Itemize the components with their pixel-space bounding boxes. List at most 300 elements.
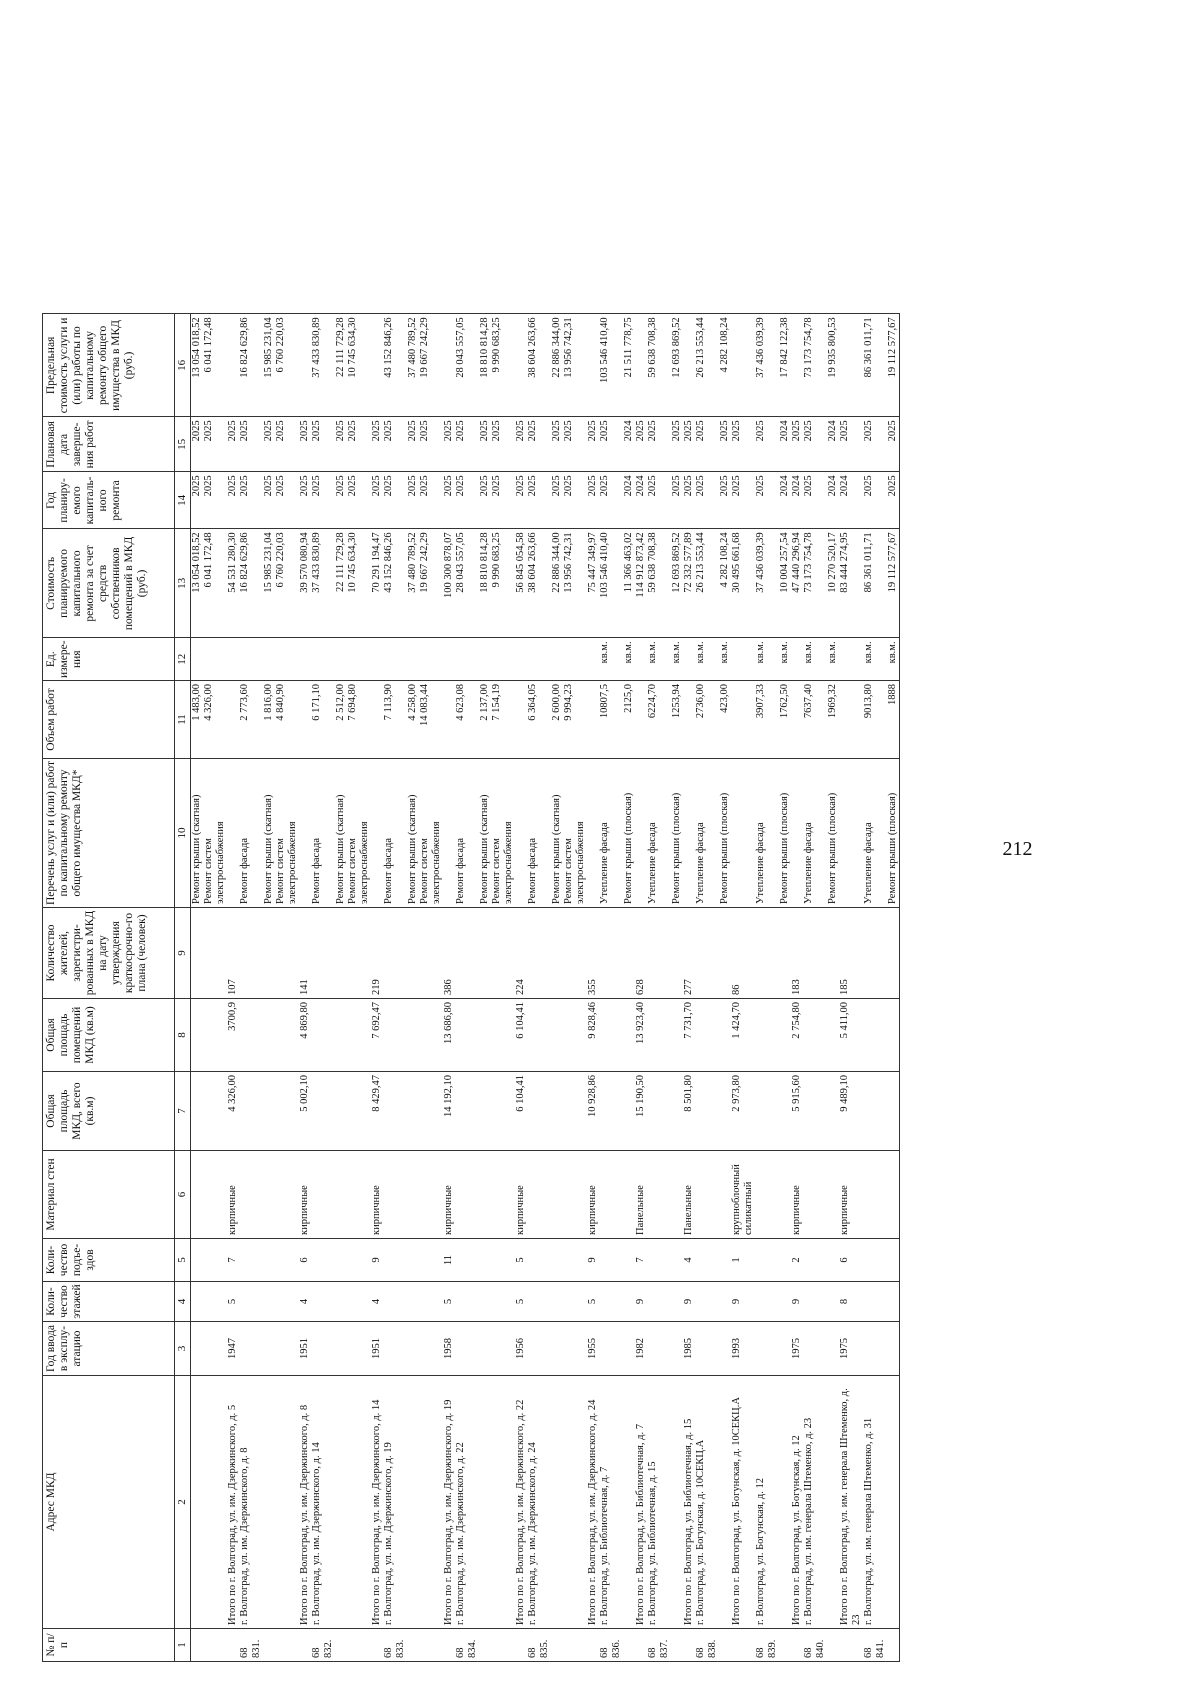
table-cell-col5 [695,1239,719,1282]
table-cell-col12: кв.м. [719,638,731,681]
table-cell-col14: 2025 [599,472,623,529]
table-cell-col9: 355 [587,908,599,999]
table-cell-col2 [419,1376,443,1629]
table-cell-col1 [419,1629,443,1662]
table-cell-col5 [407,1239,419,1282]
table-cell-col16: 18 810 814,28 [479,314,491,417]
table-cell-col16: 6 760 220,03 [275,314,299,417]
table-cell-col6 [203,1151,227,1239]
table-cell-col14: 2025 [371,472,383,529]
table-cell-col16: 103 546 410,40 [599,314,623,417]
table-cell-col3: 1951 [371,1322,383,1376]
table-cell-col5 [527,1239,551,1282]
table-cell-col1 [791,1629,803,1662]
table-cell-col6 [275,1151,299,1239]
table-cell-col13: 114 912 873,42 [635,529,647,638]
table-cell-col7: 6 104,41 [515,1072,527,1151]
table-cell-col13: 37 480 789,52 [407,529,419,638]
table-cell-col3 [719,1322,731,1376]
table-cell-col16: 17 842 122,38 [779,314,791,417]
table-cell-col1 [839,1629,863,1662]
table-cell-col4 [803,1282,827,1322]
table-cell-col8 [407,999,419,1072]
table-cell-col13: 39 570 080,94 [299,529,311,638]
table-cell-col14: 2025 [335,472,347,529]
table-cell-col5: 6 [839,1239,863,1282]
table-cell-col14: 2025 [491,472,515,529]
table-cell-col15: 2025 [563,417,587,472]
table-cell-col9 [803,908,827,999]
table-cell-col12 [407,638,419,681]
table-cell-col2 [335,1376,347,1629]
table-cell-col2 [191,1376,204,1629]
table-cell-col16: 37 433 830,89 [311,314,335,417]
table-cell-col7: 9 489,10 [839,1072,863,1151]
table-cell-col2: г. Волгоград, ул. им. Дзержинского, д. 22 [455,1376,479,1629]
table-cell-col15: 2025 [455,417,479,472]
table-cell-col1 [779,1629,791,1662]
table-cell-col6 [671,1151,683,1239]
table-cell-col2 [479,1376,491,1629]
table-cell-col9: 628 [635,908,647,999]
table-cell-col3: 1958 [443,1322,455,1376]
table-cell-col13: 4 282 108,24 [719,529,731,638]
table-cell-col7 [491,1072,515,1151]
table-cell-col5 [491,1239,515,1282]
table-cell-col7 [383,1072,407,1151]
table-cell-col3 [491,1322,515,1376]
table-cell-col15: 2025 [203,417,227,472]
table-cell-col16: 16 824 629,86 [239,314,263,417]
table-cell-col14: 2025 [671,472,683,529]
table-cell-col3: 1975 [791,1322,803,1376]
table-cell-col5: 6 [299,1239,311,1282]
table-row [827,314,839,1662]
table-cell-col7 [419,1072,443,1151]
table-cell-col5 [383,1239,407,1282]
table-cell-col1 [479,1629,491,1662]
table-cell-col15: 2025 [311,417,335,472]
table-cell-col16: 37 436 039,39 [755,314,779,417]
table-cell-col14: 2025 [479,472,491,529]
table-cell-col2 [719,1376,731,1629]
table-row [275,314,299,1662]
total-row [791,314,803,1662]
table-cell-col11 [791,681,803,759]
table-cell-col12: кв.м. [887,638,900,681]
table-cell-col3 [623,1322,635,1376]
table-cell-col6 [263,1151,275,1239]
table-cell-col11: 6224,70 [647,681,671,759]
table-cell-col9: 141 [299,908,311,999]
table-cell-col2: Итого по г. Волгоград, ул. им. Дзержинского, д. 5 [227,1376,239,1629]
table-cell-col10 [683,759,695,908]
table-cell-col9: 224 [515,908,527,999]
table-cell-col16: 19 667 242,29 [419,314,443,417]
table-cell-col15: 2025 [731,417,755,472]
header-cell: Плановая дата заверше-ния работ [43,417,175,472]
table-cell-col14: 2025 [515,472,527,529]
table-cell-col3: 1975 [839,1322,863,1376]
table-cell-col16: 26 213 553,44 [695,314,719,417]
table-cell-col15: 2025 [479,417,491,472]
table-cell-col3 [335,1322,347,1376]
table-cell-col11: 6 171,10 [311,681,335,759]
table-cell-col1: 68 841. [863,1629,887,1662]
table-cell-col16 [515,314,527,417]
table-cell-col10: Ремонт крыши (скатная) [551,759,563,908]
table-cell-col10: Ремонт систем электроснабжения [347,759,371,908]
table-cell-col13: 19 112 577,67 [887,529,900,638]
table-cell-col5: 2 [791,1239,803,1282]
table-cell-col4 [623,1282,635,1322]
table-cell-col3 [755,1322,779,1376]
column-number: 3 [175,1322,191,1376]
table-cell-col9 [275,908,299,999]
table-cell-col3 [527,1322,551,1376]
table-cell-col1: 68 839. [755,1629,779,1662]
table-cell-col15: 2025 [803,417,827,472]
total-row [299,314,311,1662]
table-cell-col8: 9 828,46 [587,999,599,1072]
table-cell-col3 [263,1322,275,1376]
table-cell-col10: Ремонт крыши (скатная) [263,759,275,908]
table-cell-col7 [455,1072,479,1151]
table-cell-col4: 9 [683,1282,695,1322]
table-cell-col1 [191,1629,204,1662]
table-cell-col16 [635,314,647,417]
table-cell-col11: 10807,5 [599,681,623,759]
table-cell-col13: 38 604 263,66 [527,529,551,638]
table-cell-col7: 4 326,00 [227,1072,239,1151]
table-cell-col8: 7 692,47 [371,999,383,1072]
table-cell-col12 [479,638,491,681]
table-cell-col3 [563,1322,587,1376]
table-cell-col8 [491,999,515,1072]
table-cell-col9 [263,908,275,999]
table-cell-col14: 2025 [647,472,671,529]
table-cell-col16: 9 990 683,25 [491,314,515,417]
table-cell-col1 [203,1629,227,1662]
table-cell-col16: 37 480 789,52 [407,314,419,417]
table-row [887,314,900,1662]
table-row [623,314,635,1662]
table-cell-col11: 7 113,90 [383,681,407,759]
table-cell-col6 [863,1151,887,1239]
table-cell-col16: 28 043 557,05 [455,314,479,417]
table-cell-col8 [203,999,227,1072]
table-cell-col9 [347,908,371,999]
table-cell-col6 [563,1151,587,1239]
table-cell-col9: 107 [227,908,239,999]
table-cell-col14: 2025 [587,472,599,529]
table-cell-col3 [551,1322,563,1376]
table-cell-col7: 8 429,47 [371,1072,383,1151]
table-cell-col12 [263,638,275,681]
table-cell-col1 [563,1629,587,1662]
table-cell-col6 [551,1151,563,1239]
table-cell-col12 [791,638,803,681]
header-cell: Предельная стоимость услуги и (или) работы по капитальному ремонту общего имущества в МКД (руб.) [43,314,175,417]
table-cell-col9: 86 [731,908,755,999]
table-cell-col10: Утепление фасада [695,759,719,908]
table-cell-col10: Ремонт систем электроснабжения [275,759,299,908]
header-cell: Общая площадь помещений МКД (кв.м) [43,999,175,1072]
table-cell-col14: 2024 [779,472,791,529]
table-cell-col2 [671,1376,683,1629]
table-cell-col8 [191,999,204,1072]
table-cell-col14: 2025 [563,472,587,529]
table-cell-col2: Итого по г. Волгоград, ул. им. генерала Штеменко, д. 23 [839,1376,863,1629]
header-cell: Коли-чество этажей [43,1282,175,1322]
table-cell-col11: 6 364,05 [527,681,551,759]
table-cell-col5: 11 [443,1239,455,1282]
table-cell-col12 [491,638,515,681]
table-row [347,314,371,1662]
table-cell-col4: 4 [371,1282,383,1322]
table-cell-col6: Панельные [635,1151,647,1239]
table-cell-col10: Ремонт крыши (скатная) [191,759,204,908]
table-cell-col12 [551,638,563,681]
table-cell-col12 [227,638,239,681]
table-cell-col6: кирпичные [443,1151,455,1239]
column-number: 16 [175,314,191,417]
table-cell-col4 [887,1282,900,1322]
table-cell-col16 [683,314,695,417]
table-cell-col2: г. Волгоград, ул. Богунская, д. 12 [755,1376,779,1629]
table-cell-col4 [671,1282,683,1322]
table-cell-col8 [419,999,443,1072]
table-cell-col6 [239,1151,263,1239]
table-cell-col5 [887,1239,900,1282]
table-cell-col13: 22 111 729,28 [335,529,347,638]
table-cell-col1 [671,1629,683,1662]
table-cell-col12 [335,638,347,681]
table-cell-col14: 2024 [827,472,839,529]
table-cell-col8 [623,999,635,1072]
table-cell-col14: 2025 [347,472,371,529]
table-cell-col16 [299,314,311,417]
table-cell-col7 [479,1072,491,1151]
repair-register-table [42,313,900,1662]
table-cell-col14: 2025 [803,472,827,529]
table-cell-col8: 1 424,70 [731,999,755,1072]
table-cell-col10 [443,759,455,908]
table-cell-col16 [371,314,383,417]
table-cell-col12 [275,638,299,681]
table-cell-col12 [383,638,407,681]
table-cell-col16 [839,314,863,417]
table-cell-col1: 68 832. [311,1629,335,1662]
table-cell-col1: 68 836. [599,1629,623,1662]
table-cell-col11: 7 694,80 [347,681,371,759]
table-cell-col15: 2025 [683,417,695,472]
table-cell-col15: 2025 [191,417,204,472]
table-cell-col12: кв.м. [623,638,635,681]
table-cell-col7 [311,1072,335,1151]
table-cell-col2 [887,1376,900,1629]
table-cell-col9 [455,908,479,999]
table-cell-col13: 37 436 039,39 [755,529,779,638]
table-cell-col1 [515,1629,527,1662]
table-cell-col14: 2025 [683,472,695,529]
table-row [419,314,443,1662]
header-cell: Коли-чество подъе-здов [43,1239,175,1282]
table-cell-col13: 9 990 683,25 [491,529,515,638]
table-cell-col6 [491,1151,515,1239]
table-cell-col11: 4 623,08 [455,681,479,759]
table-cell-col8: 3700,9 [227,999,239,1072]
table-cell-col6 [419,1151,443,1239]
table-cell-col14: 2025 [419,472,443,529]
table-cell-col15: 2025 [599,417,623,472]
table-cell-col8 [671,999,683,1072]
table-cell-col8 [263,999,275,1072]
table-cell-col13: 56 845 054,58 [515,529,527,638]
table-cell-col11 [587,681,599,759]
table-cell-col15: 2025 [491,417,515,472]
table-cell-col12 [527,638,551,681]
table-cell-col4 [407,1282,419,1322]
table-cell-col8 [719,999,731,1072]
table-cell-col10 [839,759,863,908]
table-cell-col8 [527,999,551,1072]
table-cell-col6 [311,1151,335,1239]
table-cell-col13: 19 667 242,29 [419,529,443,638]
table-cell-col4: 5 [515,1282,527,1322]
table-cell-col11: 1 816,00 [263,681,275,759]
table-cell-col2 [263,1376,275,1629]
table-cell-col4 [695,1282,719,1322]
table-cell-col3 [671,1322,683,1376]
table-cell-col5 [863,1239,887,1282]
table-cell-col15: 2025 [551,417,563,472]
table-cell-col6 [803,1151,827,1239]
table-cell-col15: 2025 [647,417,671,472]
table-cell-col13: 12 693 869,52 [671,529,683,638]
table-cell-col7 [335,1072,347,1151]
table-cell-col6: кирпичные [587,1151,599,1239]
table-cell-col13: 10 004 257,54 [779,529,791,638]
table-cell-col15: 2025 [383,417,407,472]
table-cell-col15: 2025 [635,417,647,472]
table-cell-col14: 2025 [551,472,563,529]
table-row [779,314,791,1662]
table-cell-col2: г. Волгоград, ул. Библиотечная, д. 7 [599,1376,623,1629]
table-cell-col15: 2025 [863,417,887,472]
table-cell-col1 [623,1629,635,1662]
table-cell-col6 [599,1151,623,1239]
table-cell-col14: 2025 [275,472,299,529]
table-row [383,314,407,1662]
table-cell-col2: Итого по г. Волгоград, ул. им. Дзержинского, д. 24 [587,1376,599,1629]
table-cell-col13: 28 043 557,05 [455,529,479,638]
table-cell-col7 [647,1072,671,1151]
column-number: 15 [175,417,191,472]
table-cell-col9 [239,908,263,999]
table-cell-col7 [263,1072,275,1151]
table-cell-col12 [443,638,455,681]
table-cell-col1: 68 838. [695,1629,719,1662]
table-cell-col15: 2025 [347,417,371,472]
table-row [191,314,204,1662]
table-cell-col5 [647,1239,671,1282]
table-cell-col4 [335,1282,347,1322]
table-cell-col12: кв.м. [863,638,887,681]
table-cell-col10: Утепление фасада [647,759,671,908]
table-cell-col11: 7 154,19 [491,681,515,759]
table-row [455,314,479,1662]
column-number: 11 [175,681,191,759]
table-cell-col1 [827,1629,839,1662]
table-cell-col12 [419,638,443,681]
table-cell-col11: 7637,40 [803,681,827,759]
table-cell-col9 [647,908,671,999]
table-cell-col11: 4 840,90 [275,681,299,759]
table-cell-col3 [887,1322,900,1376]
table-cell-col2 [563,1376,587,1629]
table-cell-col5 [623,1239,635,1282]
table-cell-col15: 2025 [839,417,863,472]
table-cell-col5 [803,1239,827,1282]
column-number-row [175,314,191,1662]
table-cell-col14: 2025 [239,472,263,529]
table-cell-col9: 277 [683,908,695,999]
table-cell-col16: 13 956 742,31 [563,314,587,417]
table-row [755,314,779,1662]
table-cell-col8: 5 411,00 [839,999,863,1072]
table-cell-col15: 2025 [587,417,599,472]
table-cell-col2: г. Волгоград, ул. Богунская, д. 10СЕКЦ.А [695,1376,719,1629]
table-cell-col15: 2024 [779,417,791,472]
table-cell-col5 [191,1239,204,1282]
column-number: 8 [175,999,191,1072]
table-cell-col1 [491,1629,515,1662]
table-row [719,314,731,1662]
table-cell-col6 [719,1151,731,1239]
table-cell-col11 [371,681,383,759]
table-cell-col11 [731,681,755,759]
table-cell-col5 [203,1239,227,1282]
table-cell-col6: кирпичные [227,1151,239,1239]
table-cell-col3 [419,1322,443,1376]
table-cell-col4: 9 [635,1282,647,1322]
table-cell-col6 [335,1151,347,1239]
table-cell-col5 [671,1239,683,1282]
table-cell-col9 [695,908,719,999]
table-cell-col16: 19 935 800,53 [827,314,839,417]
table-cell-col8 [455,999,479,1072]
table-cell-col10: Ремонт систем электроснабжения [563,759,587,908]
table-cell-col7: 2 973,80 [731,1072,755,1151]
table-cell-col2: г. Волгоград, ул. им. Дзержинского, д. 24 [527,1376,551,1629]
table-cell-col3 [803,1322,827,1376]
table-cell-col15: 2025 [407,417,419,472]
total-row [683,314,695,1662]
table-cell-col10: Утепление фасада [803,759,827,908]
table-cell-col3 [695,1322,719,1376]
table-cell-col13: 6 041 172,48 [203,529,227,638]
table-cell-col3 [863,1322,887,1376]
table-cell-col10: Утепление фасада [755,759,779,908]
table-cell-col12 [731,638,755,681]
table-cell-col4 [719,1282,731,1322]
table-cell-col9 [191,908,204,999]
table-cell-col15: 2025 [527,417,551,472]
header-cell: Год ввода в эксплу-атацию [43,1322,175,1376]
total-row [635,314,647,1662]
table-cell-col9 [563,908,587,999]
